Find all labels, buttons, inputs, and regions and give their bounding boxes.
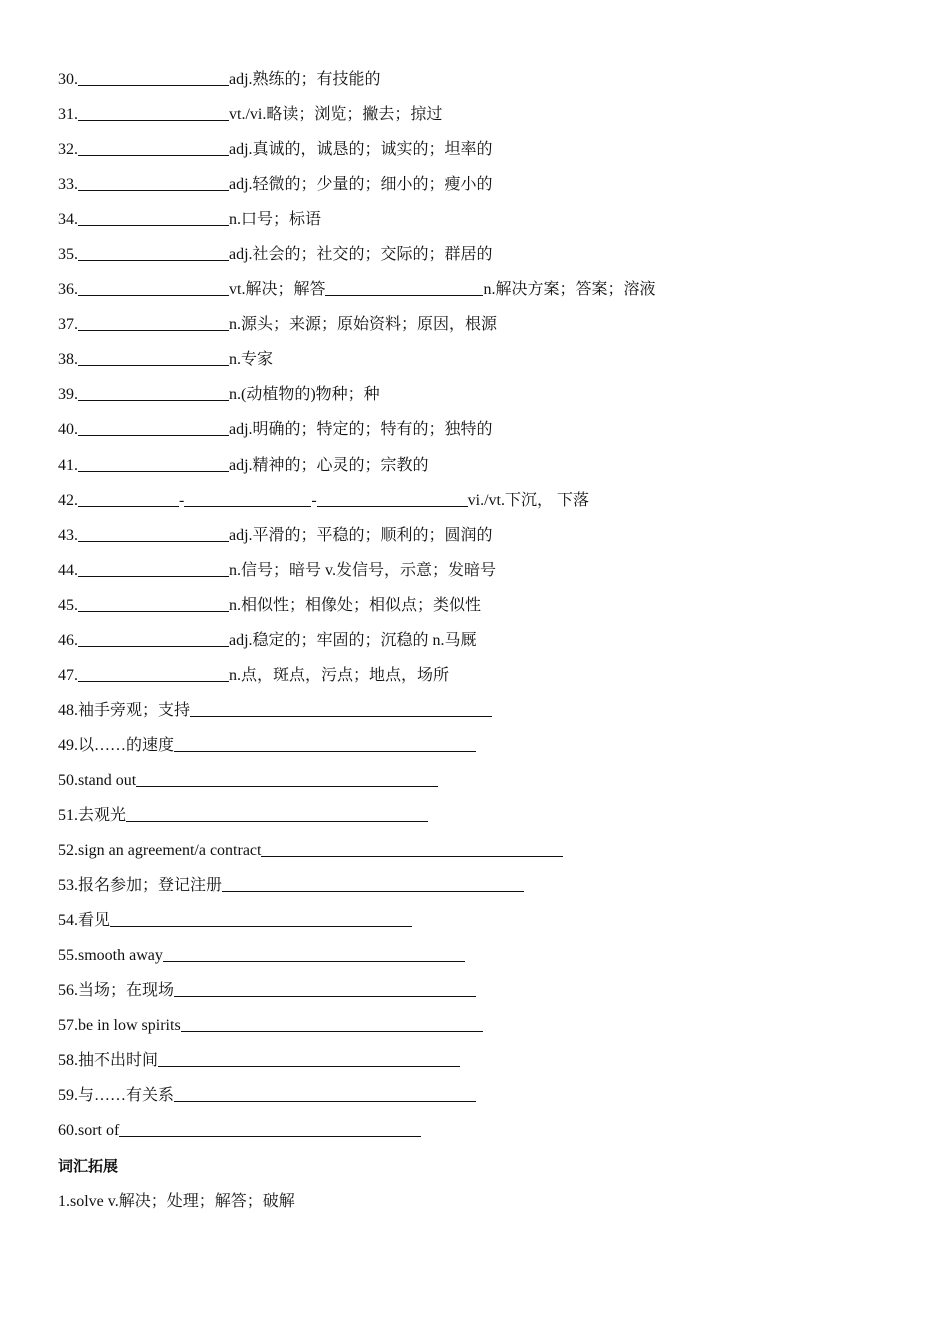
phrase-prompt: 54.看见: [58, 912, 111, 930]
item-43: [58, 524, 918, 559]
answer-blank[interactable]: [190, 699, 492, 717]
answer-blank[interactable]: [78, 664, 229, 682]
answer-blank[interactable]: [78, 348, 229, 366]
phrase-prompt: 59.与……有关系: [58, 1087, 175, 1105]
phrase-54: [58, 909, 918, 944]
answer-blank[interactable]: [78, 629, 229, 647]
item-number: 32.: [58, 141, 78, 159]
phrase-prompt: 51.去观光: [58, 806, 127, 824]
answer-blank[interactable]: [261, 839, 563, 857]
phrase-48: [58, 699, 918, 734]
phrase-60: [58, 1119, 918, 1154]
hyphen-separator: -: [179, 491, 185, 509]
item-number: 38.: [58, 351, 78, 369]
item-number: 36.: [58, 281, 78, 299]
phrase-52: [58, 839, 918, 874]
exercise-list: [58, 68, 918, 1225]
phrase-prompt: 55.smooth away: [58, 947, 163, 965]
phrase-53: [58, 874, 918, 909]
item-definition: adj.真诚的，诚恳的；诚实的；坦率的: [229, 141, 493, 159]
item-definition: adj.轻微的；少量的；细小的；瘦小的: [229, 176, 493, 194]
hyphen-separator: -: [311, 491, 317, 509]
phrase-51: [58, 804, 918, 839]
item-definition: n.源头；来源；原始资料；原因，根源: [229, 316, 498, 334]
answer-blank[interactable]: [163, 944, 465, 962]
section-heading: 词汇拓展: [58, 1157, 119, 1176]
item-38: [58, 348, 918, 383]
item-definition: n.专家: [229, 351, 274, 369]
item-number: 42.: [58, 491, 78, 509]
phrase-prompt: 53.报名参加；登记注册: [58, 877, 223, 895]
phrase-prompt: 56.当场；在现场: [58, 982, 175, 1000]
answer-blank[interactable]: [78, 103, 229, 121]
answer-blank[interactable]: [78, 243, 229, 261]
item-definition: adj.平滑的；平稳的；顺利的；圆润的: [229, 526, 493, 544]
item-definition: adj.稳定的；牢固的；沉稳的 n.马厩: [229, 631, 477, 649]
item-definition: n.信号；暗号 v.发信号，示意；发暗号: [229, 561, 496, 579]
answer-blank[interactable]: [158, 1049, 460, 1067]
answer-blank[interactable]: [78, 173, 229, 191]
phrase-57: [58, 1014, 918, 1049]
phrase-56: [58, 979, 918, 1014]
answer-blank[interactable]: [78, 383, 229, 401]
item-number: 39.: [58, 386, 78, 404]
phrase-prompt: 52.sign an agreement/a contract: [58, 842, 262, 860]
item-number: 34.: [58, 211, 78, 229]
answer-blank-part1[interactable]: [78, 489, 179, 507]
item-number: 47.: [58, 666, 78, 684]
item-definition: n.(动植物的)物种；种: [229, 386, 380, 404]
expansion-text: 1.solve v.解决；处理；解答；破解: [58, 1192, 295, 1210]
item-number: 37.: [58, 316, 78, 334]
answer-blank[interactable]: [78, 138, 229, 156]
item-number: 43.: [58, 526, 78, 544]
item-number: 45.: [58, 596, 78, 614]
item-45: [58, 594, 918, 629]
item-definition: vt./vi.略读；浏览；撇去；掠过: [229, 106, 443, 124]
answer-blank[interactable]: [222, 874, 524, 892]
item-definition: adj.精神的；心灵的；宗教的: [229, 456, 429, 474]
item-number: 35.: [58, 246, 78, 264]
item-30: [58, 68, 918, 103]
answer-blank[interactable]: [78, 594, 229, 612]
answer-blank-part2[interactable]: [184, 489, 311, 507]
phrase-50: [58, 769, 918, 804]
item-definition-second: n.解决方案；答案；溶液: [483, 281, 656, 299]
item-definition: adj.熟练的；有技能的: [229, 71, 381, 88]
answer-blank[interactable]: [136, 769, 438, 787]
item-36: [58, 278, 918, 313]
phrase-55: [58, 944, 918, 979]
item-definition: n.口号；标语: [229, 211, 322, 229]
item-31: [58, 103, 918, 138]
phrase-prompt: 49.以……的速度: [58, 736, 175, 754]
item-number: 40.: [58, 421, 78, 439]
answer-blank[interactable]: [78, 559, 229, 577]
item-39: [58, 383, 918, 418]
item-47: [58, 664, 918, 699]
answer-blank-second[interactable]: [325, 278, 483, 296]
phrase-59: [58, 1084, 918, 1119]
item-37: [58, 313, 918, 348]
phrase-prompt: 48.袖手旁观；支持: [58, 701, 191, 719]
item-number: 30.: [58, 71, 78, 88]
item-number: 46.: [58, 631, 78, 649]
item-number: 41.: [58, 456, 78, 474]
item-35: [58, 243, 918, 278]
item-definition: n.点，斑点，污点；地点，场所: [229, 666, 450, 684]
item-number: 31.: [58, 106, 78, 124]
answer-blank[interactable]: [78, 68, 229, 86]
item-number: 44.: [58, 561, 78, 579]
item-33: [58, 173, 918, 208]
item-definition: vt.解决；解答: [229, 281, 326, 299]
answer-blank[interactable]: [181, 1014, 483, 1032]
phrase-prompt: 60.sort of: [58, 1122, 120, 1140]
answer-blank[interactable]: [78, 278, 229, 296]
item-number: 33.: [58, 176, 78, 194]
phrase-prompt: 50.stand out: [58, 771, 137, 789]
answer-blank[interactable]: [78, 524, 229, 542]
answer-blank[interactable]: [126, 804, 428, 822]
answer-blank[interactable]: [174, 734, 476, 752]
item-44: [58, 559, 918, 594]
phrase-58: [58, 1049, 918, 1084]
answer-blank[interactable]: [78, 454, 229, 472]
phrase-prompt: 57.be in low spirits: [58, 1017, 181, 1035]
phrase-49: [58, 734, 918, 769]
answer-blank[interactable]: [78, 208, 229, 226]
item-41: [58, 454, 918, 489]
item-32: [58, 138, 918, 173]
item-definition: vi./vt.下沉， 下落: [467, 491, 589, 509]
answer-blank-part3[interactable]: [317, 489, 468, 507]
answer-blank[interactable]: [78, 418, 229, 436]
item-34: [58, 208, 918, 243]
answer-blank[interactable]: [174, 1084, 476, 1102]
answer-blank[interactable]: [119, 1119, 421, 1137]
item-46: [58, 629, 918, 664]
answer-blank[interactable]: [174, 979, 476, 997]
expansion-item: [58, 1190, 918, 1225]
item-definition: n.相似性；相像处；相似点；类似性: [229, 596, 482, 614]
item-42: [58, 489, 918, 524]
answer-blank[interactable]: [78, 313, 229, 331]
item-definition: adj.社会的；社交的；交际的；群居的: [229, 246, 493, 264]
answer-blank[interactable]: [110, 909, 412, 927]
phrase-prompt: 58.抽不出时间: [58, 1052, 159, 1070]
item-40: [58, 418, 918, 453]
item-definition: adj.明确的；特定的；特有的；独特的: [229, 421, 493, 439]
